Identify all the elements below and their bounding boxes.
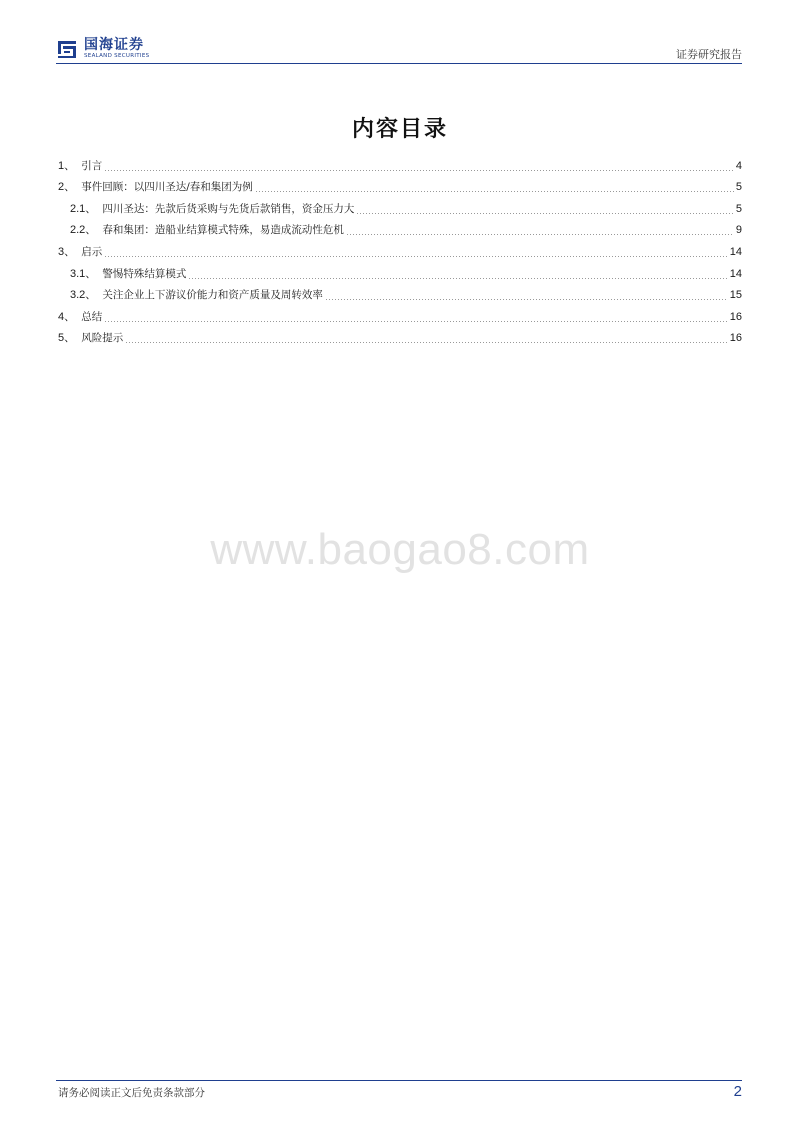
- header-divider: [56, 63, 742, 64]
- toc-dot-leader: [104, 321, 728, 322]
- toc-entry-page: 16: [729, 332, 742, 345]
- page-number: 2: [733, 1083, 742, 1100]
- toc-entry-page: 14: [729, 267, 742, 280]
- toc-entry-label: 事件回顾：以四川圣达/春和集团为例: [81, 181, 253, 194]
- sealand-logo-icon: [56, 38, 78, 60]
- toc-entry[interactable]: [58, 302, 742, 324]
- toc-entry-page: 9: [735, 224, 742, 237]
- toc-entry-number: 3、: [58, 245, 82, 258]
- toc-entry-label: 引言: [81, 159, 103, 172]
- company-logo: [56, 36, 149, 62]
- toc-entry-number: 2、: [58, 181, 82, 194]
- toc-entry[interactable]: [58, 237, 742, 259]
- toc-entry-page: 5: [735, 181, 742, 194]
- toc-dot-leader: [346, 234, 734, 235]
- toc-subentry[interactable]: [58, 281, 742, 303]
- watermark-text: www.baogao8.com: [210, 525, 590, 574]
- logo-name-cn: 国海证券: [84, 37, 144, 53]
- toc-entry-label: 总结: [81, 310, 103, 323]
- toc-entry-page: 14: [729, 245, 742, 258]
- toc-subentry[interactable]: [58, 259, 742, 281]
- toc-entry[interactable]: [58, 151, 742, 173]
- footer-divider: [56, 1080, 742, 1081]
- toc-entry-page: 4: [735, 159, 742, 172]
- toc-entry-number: 2.2、: [70, 224, 103, 237]
- toc-entry-label: 启示: [81, 245, 103, 258]
- page-header: [56, 36, 742, 66]
- toc-entry-page: 16: [729, 310, 742, 323]
- toc-dot-leader: [325, 299, 728, 300]
- toc-dot-leader: [104, 170, 734, 171]
- toc-entry-number: 1、: [58, 159, 82, 172]
- toc-subentry[interactable]: [58, 194, 742, 216]
- toc-dot-leader: [104, 256, 728, 257]
- toc-entry-label: 风险提示: [81, 332, 124, 345]
- toc-dot-leader: [255, 191, 734, 192]
- toc-entry-number: 3.2、: [70, 289, 103, 302]
- logo-name-en: SEALAND SECURITIES: [84, 53, 150, 59]
- toc-dot-leader: [356, 213, 733, 214]
- toc-entry[interactable]: [58, 324, 742, 346]
- toc-entry-number: 3.1、: [70, 267, 103, 280]
- toc-entry[interactable]: [58, 173, 742, 195]
- toc-entry-label: 春和集团：造船业结算模式特殊，易造成流动性危机: [102, 224, 344, 237]
- report-type-label: 证券研究报告: [676, 48, 742, 61]
- table-of-contents: [58, 151, 742, 345]
- toc-dot-leader: [125, 342, 728, 343]
- toc-entry-page: 15: [729, 289, 742, 302]
- toc-entry-number: 4、: [58, 310, 82, 323]
- toc-title: 内容目录: [351, 116, 448, 142]
- toc-dot-leader: [188, 278, 727, 279]
- toc-entry-number: 5、: [58, 332, 82, 345]
- toc-subentry[interactable]: [58, 216, 742, 238]
- toc-entry-label: 警惕特殊结算模式: [102, 267, 187, 280]
- toc-entry-label: 关注企业上下游议价能力和资产质量及周转效率: [102, 289, 323, 302]
- toc-entry-number: 2.1、: [70, 202, 103, 215]
- toc-entry-page: 5: [735, 202, 742, 215]
- toc-entry-label: 四川圣达：先款后货采购与先货后款销售，资金压力大: [102, 202, 355, 215]
- footer-disclaimer: 请务必阅读正文后免责条款部分: [58, 1087, 205, 1099]
